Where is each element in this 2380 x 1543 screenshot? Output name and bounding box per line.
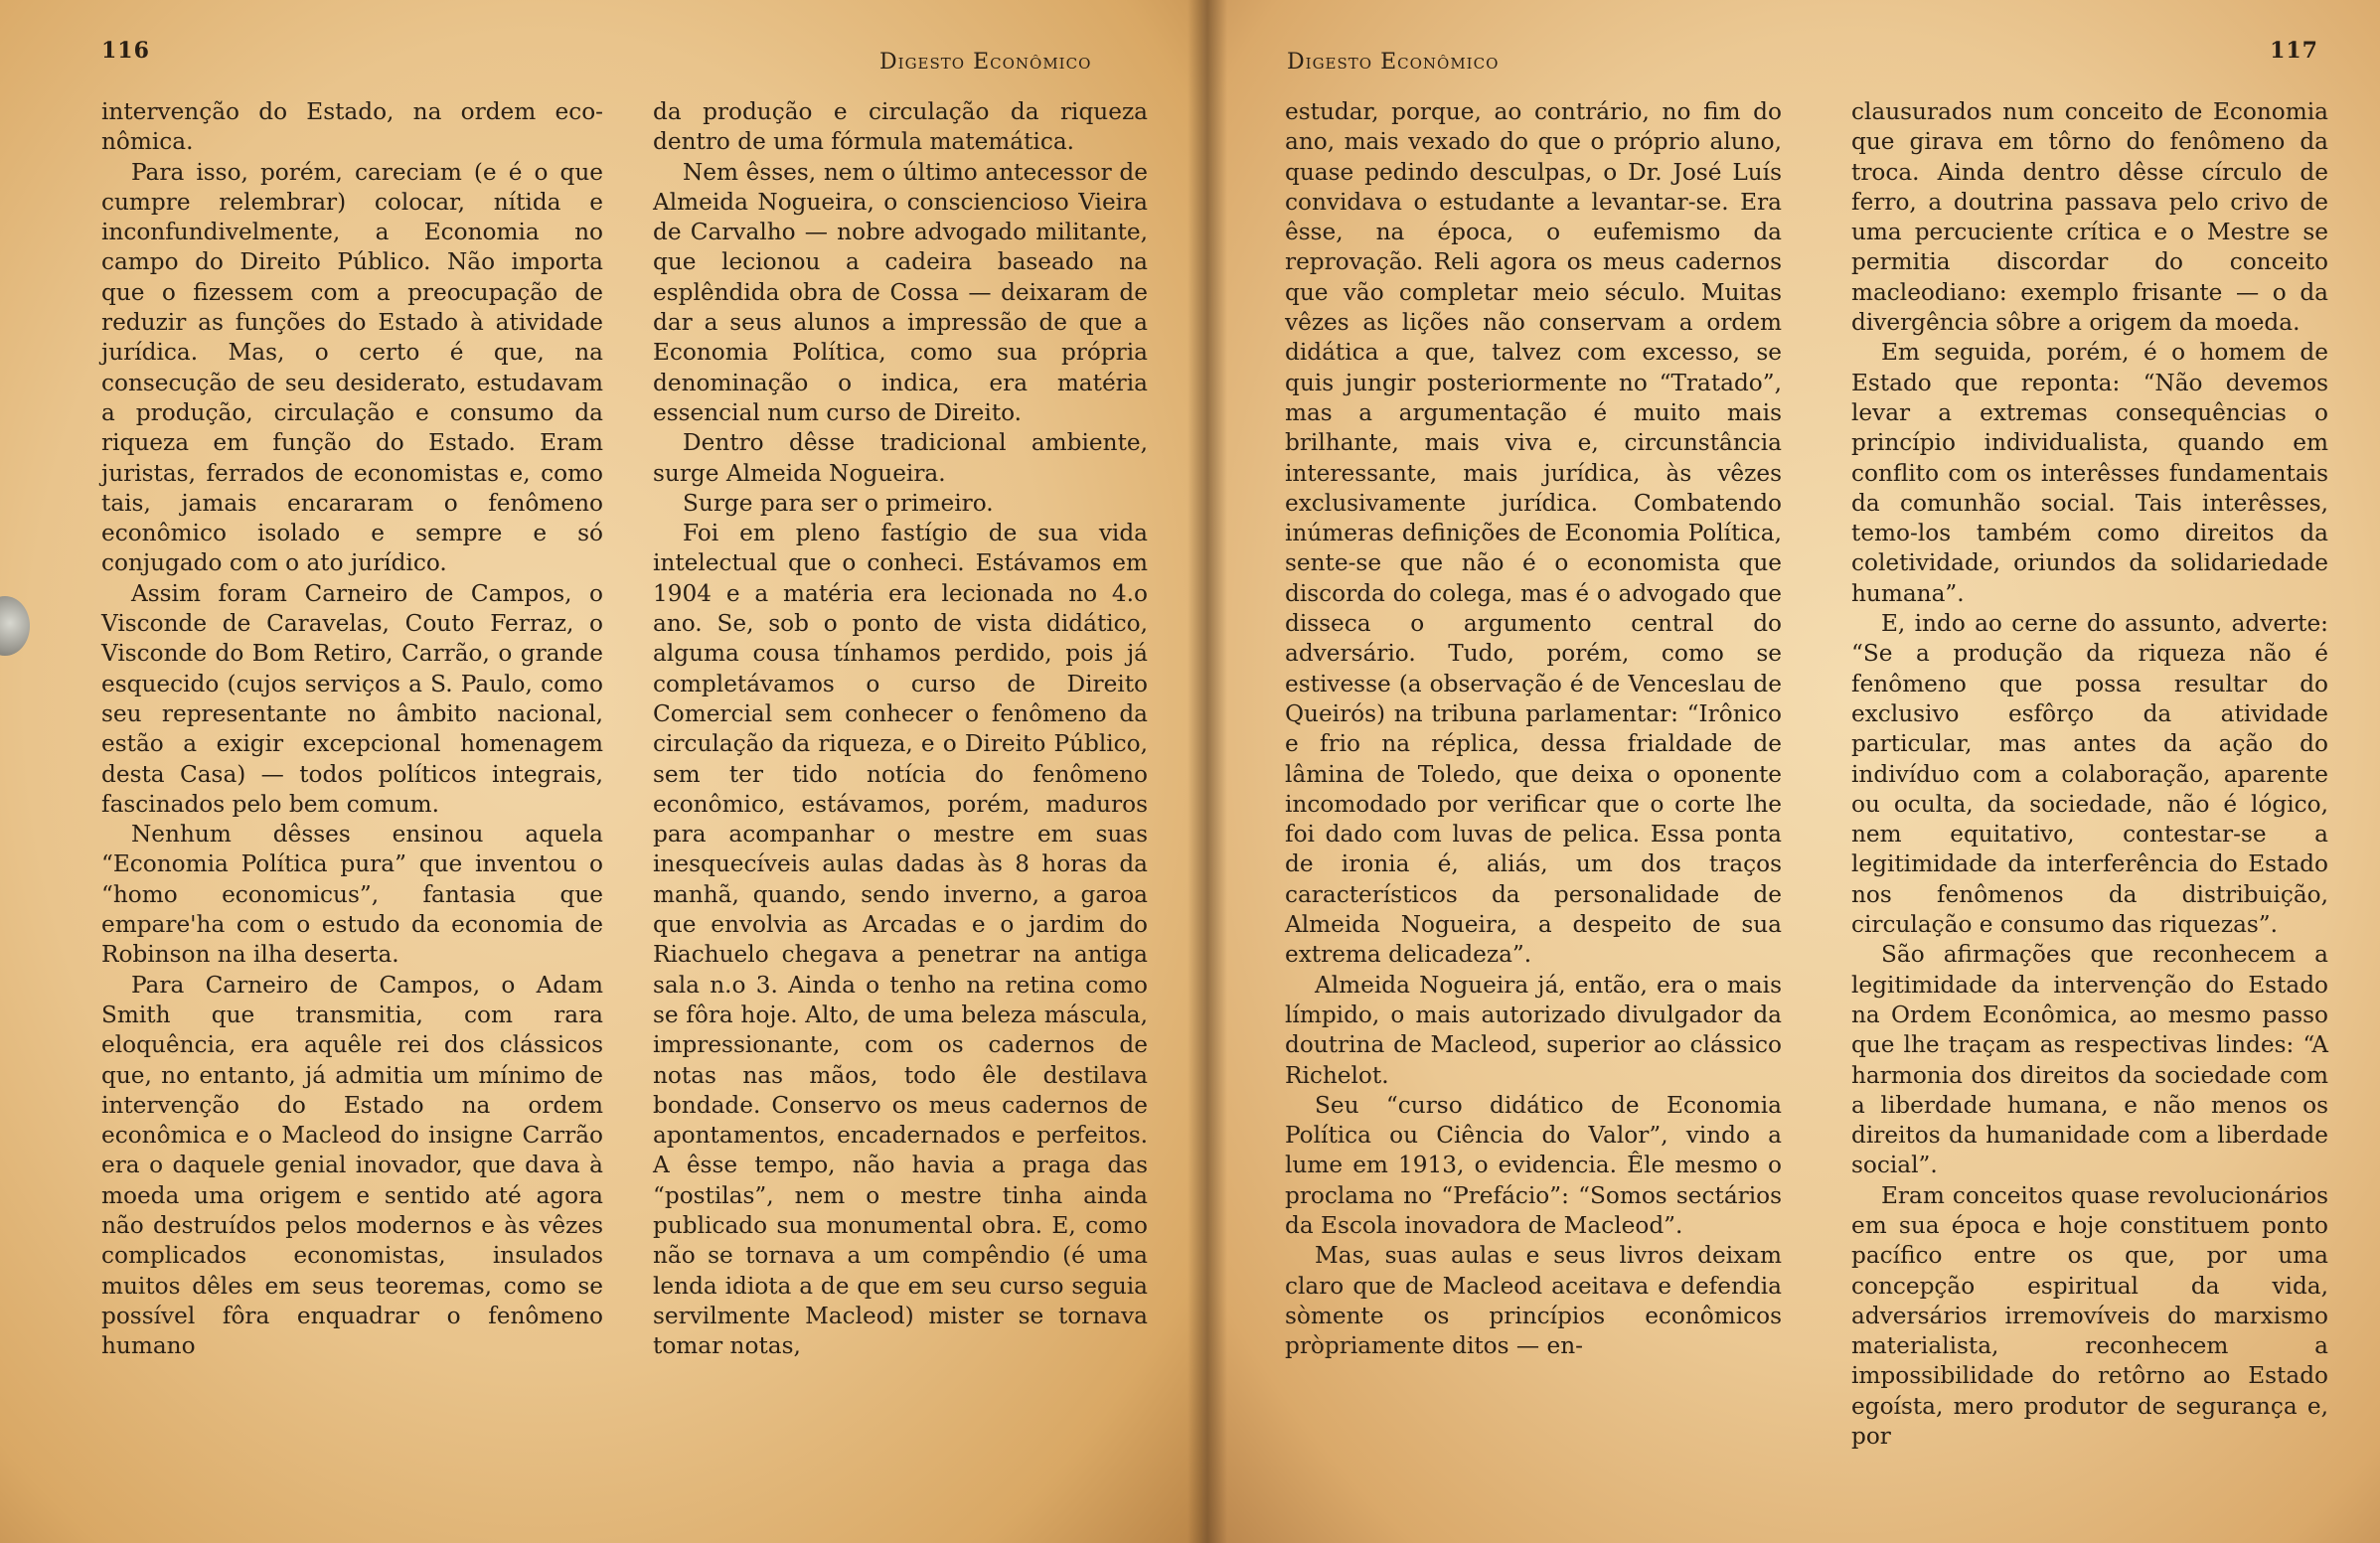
paragraph: Eram conceitos quase revolucionários em sua época e hoje constituem ponto pacífico entre os que, por uma concepção espiritual da vida, adversários irremovíveis do marxismo materialista, reconhecem a impossibilidade do retôrno ao Estado egoísta, mero produtor de segurança e, por (1851, 1181, 2328, 1451)
left-page-column-1 (101, 97, 603, 1361)
paragraph: Surge para ser o primeiro. (683, 489, 994, 517)
paragraph: intervenção do Estado, na ordem eco-nômica. (101, 98, 603, 156)
paragraph: clausurados num conceito de Economia que girava em tôrno do fenômeno da troca. Ainda dentro dêsse círculo de ferro, a doutrina passava pelo crivo de uma percuciente crítica e o Mestre se permitia discordar do conceito macleodiano: exemplo frisante — o da divergência sôbre a origem da moeda. (1851, 98, 2328, 337)
paragraph: Nem êsses, nem o último antecessor de Almeida Nogueira, o consciencioso Vieira de Carvalho — nobre advogado militante, que lecionou a cadeira baseado na esplêndida obra de Cossa — deixaram de dar a seus alunos a impressão de que a Economia Política, como sua própria denominação o indica, era matéria essencial num curso de Direito. (653, 158, 1148, 426)
binder-hole (0, 596, 30, 656)
paragraph: Assim foram Carneiro de Campos, o Visconde de Caravelas, Couto Ferraz, o Visconde do Bom Retiro, Carrão, o grande esquecido (cujos serviços a S. Paulo, como seu representante no âmbito nacional, estão a exigir excepcional homenagem desta Casa) — todos políticos integrais, fascinados pelo bem comum. (101, 579, 603, 818)
paragraph: Para Carneiro de Campos, o Adam Smith que transmitia, com rara eloquência, era aquêle rei dos clássicos que, no entanto, já admitia um mínimo de intervenção do Estado na ordem econômica e o Macleod do insigne Carrão era o daquele genial inovador, que dava à moeda uma origem e sentido até agora não destruídos pelos modernos e às vêzes complicados economistas, insulados muitos dêles em seus teoremas, como se possível fôra enquadrar o fenômeno humano (101, 971, 603, 1360)
left-page-column-2 (653, 97, 1148, 1361)
running-title: Digesto Econômico (1287, 50, 1500, 75)
paragraph: Dentro dêsse tradicional ambiente, surge Almeida Nogueira. (653, 429, 1148, 487)
paragraph: da produção e circulação da riqueza dentro de uma fórmula matemática. (653, 98, 1148, 156)
page-number: 117 (2270, 38, 2318, 64)
paragraph: Foi em pleno fastígio de sua vida intelectual que o conheci. Estávamos em 1904 e a matéria era lecionada no 4.o ano. Se, sob o ponto de vista didático, alguma cousa tínhamos perdido, pois já completávamos o curso de Direito Comercial sem conhecer o fenômeno da circulação da riqueza, e o Direito Público, sem ter tido notícia do fenômeno econômico, estávamos, porém, maduros para acompanhar o mestre em suas inesquecíveis aulas dadas às 8 horas da manhã, quando, sendo inverno, a garoa que envolvia as Arcadas e o jardim do Riachuelo chegava a penetrar na antiga sala n.o 3. Ainda o tenho na retina como se fôra hoje. Alto, de uma beleza máscula, impressionante, com os cadernos de notas nas mãos, todo êle destilava bondade. Conservo os meus cadernos de apontamentos, encadernados e perfeitos. A êsse tempo, não havia a praga das “postilas”, nem o mestre tinha ainda publicado sua monumental obra. E, como não se tornava a um compêndio (é uma lenda idiota a de que em seu curso seguia servilmente Macleod) mister se tornava tomar notas, (653, 520, 1148, 1360)
paragraph: Em seguida, porém, é o homem de Estado que reponta: “Não devemos levar a extremas consequências o princípio individualista, quando em conflito com os interêsses fundamentais da comunhão social. Tais interêsses, temo-los também como direitos da coletividade, oriundos da solidariedade humana”. (1851, 339, 2328, 607)
paragraph: Seu “curso didático de Economia Política ou Ciência do Valor”, vindo a lume em 1913, o evidencia. Êle mesmo o proclama no “Prefácio”: “Somos sectários da Escola inovadora de Macleod”. (1285, 1091, 1782, 1239)
paragraph: Nenhum dêsses ensinou aquela “Economia Política pura” que inventou o “homo economicus”, fantasia que empare'ha com o estudo da economia de Robinson na ilha deserta. (101, 821, 603, 969)
right-page-header (1202, 38, 2380, 77)
right-page (1202, 0, 2380, 1543)
page-number: 116 (101, 38, 150, 64)
paragraph: E, indo ao cerne do assunto, adverte: “Se a produção da riqueza não é fenômeno que possa resultar do exclusivo esfôrço da atividade particular, mas antes da ação do indivíduo com a colaboração, aparente ou oculta, da sociedade, não é lógico, nem equitativo, contestar-se a legitimidade da interferência do Estado nos fenômenos da distribuição, circulação e consumo das riquezas”. (1851, 610, 2328, 939)
right-page-column-1 (1285, 97, 1782, 1361)
right-page-column-2 (1851, 97, 2328, 1452)
paragraph: estudar, porque, ao contrário, no fim do ano, mais vexado do que o próprio aluno, quase pedindo desculpas, o Dr. José Luís convidava o estudante a levantar-se. Era êsse, na época, o eufemismo da reprovação. Reli agora os meus cadernos que vão completar meio século. Muitas vêzes as lições não conservam a ordem didática a que, talvez com excesso, se quis jungir posteriormente no “Tratado”, mas a argumentação é muito mais brilhante, mais viva e, circunstância interessante, mais jurídica, às vêzes exclusivamente jurídica. Combatendo inúmeras definições de Economia Política, sente-se que não é o economista que discorda do colega, mas é o advogado que disseca o argumento central do adversário. Tudo, porém, como se estivesse (a observação é de Venceslau de Queirós) na tribuna parlamentar: “Irônico e frio na réplica, dessa frialdade de lâmina de Toledo, que deixa o oponente incomodado por verificar que o corte lhe foi dado com luvas de pelica. Essa ponta de ironia é, aliás, um dos traços característicos da personalidade de Almeida Nogueira, a despeito de sua extrema delicadeza”. (1285, 98, 1782, 969)
running-title: Digesto Econômico (879, 50, 1092, 75)
paragraph: Almeida Nogueira já, então, era o mais límpido, o mais autorizado divulgador da doutrina de Macleod, superior ao clássico Richelot. (1285, 971, 1782, 1089)
paragraph: Mas, suas aulas e seus livros deixam claro que de Macleod aceitava e defendia sòmente os princípios econômicos pròpriamente ditos — en- (1285, 1242, 1782, 1360)
left-page-header (0, 38, 1202, 77)
paragraph: São afirmações que reconhecem a legitimidade da intervenção do Estado na Ordem Econômica, ao mesmo passo que lhe traçam as respectivas lindes: “A harmonia dos direitos da sociedade com a liberdade humana, e não menos os direitos da humanidade com a liberdade social”. (1851, 941, 2328, 1179)
paragraph: Para isso, porém, careciam (e é o que cumpre relembrar) colocar, nítida e inconfundivelmente, a Economia no campo do Direito Público. Não importa que o fizessem com a preocupação de reduzir as funções do Estado à atividade jurídica. Mas, o certo é que, na consecução de seu desiderato, estudavam a produção, circulação e consumo da riqueza em função do Estado. Eram juristas, ferrados de economistas e, como tais, jamais encararam o fenômeno econômico isolado e sempre e só conjugado com o ato jurídico. (101, 158, 603, 577)
